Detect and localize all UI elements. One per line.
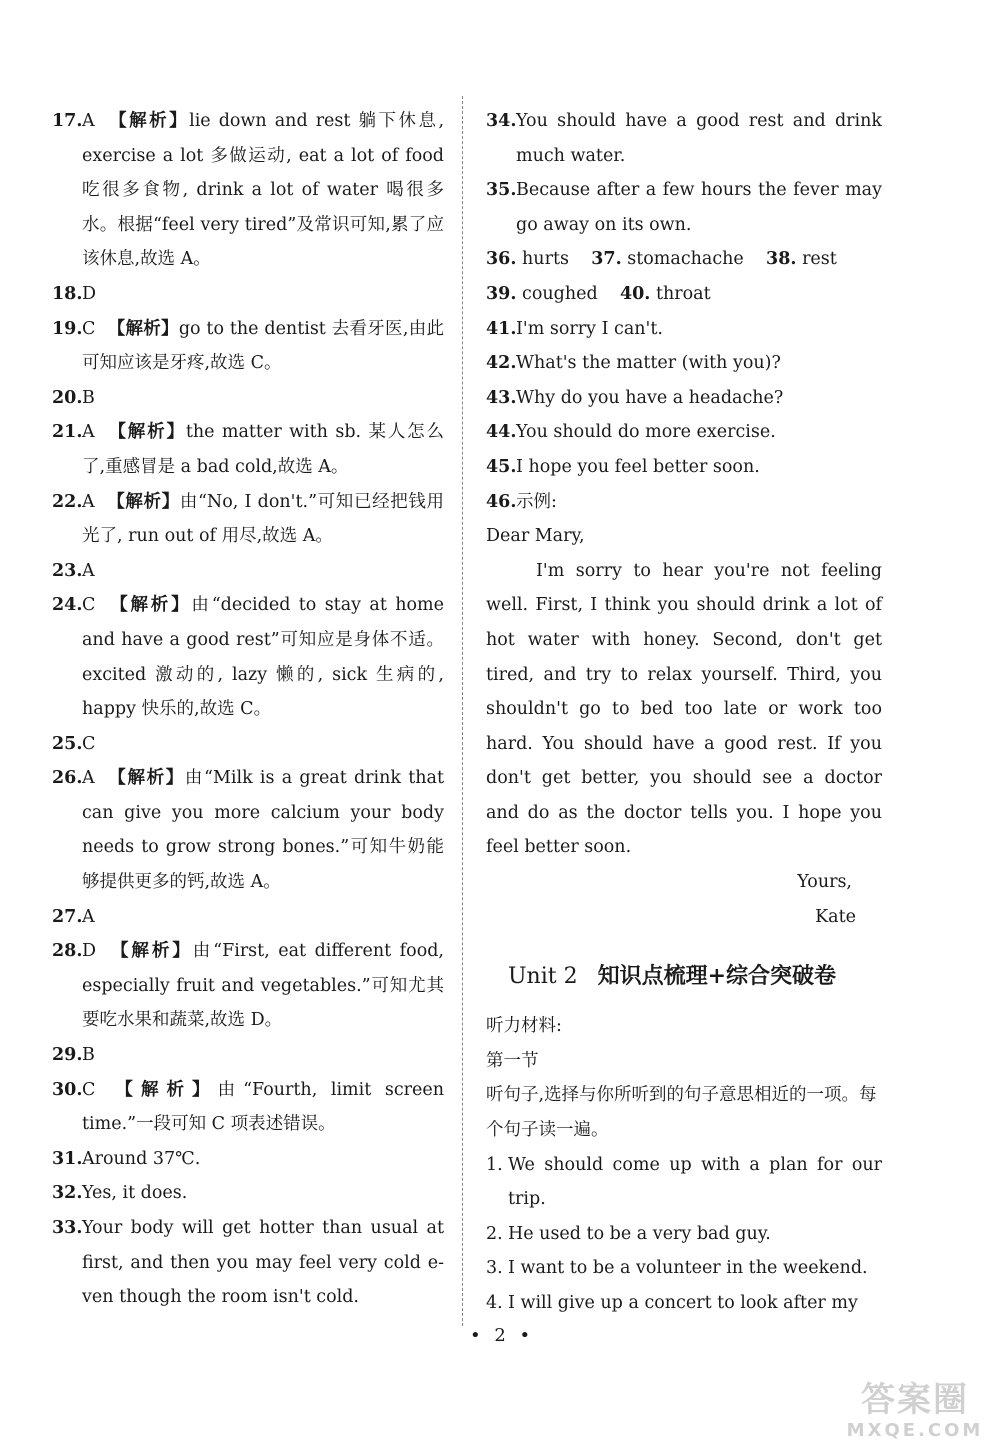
site-watermark [840, 1380, 990, 1450]
unit-heading [508, 956, 882, 997]
answer-item-27: 27. A [52, 906, 95, 927]
page-number: • 2 • [470, 1325, 535, 1346]
answer-row-39-40: 39. coughed 40. throat [486, 283, 711, 304]
answer-item-21: 21. A 【解析】the matter with sb. 某人怎么了,重感冒是 a bad cold,故选 A。 [52, 422, 444, 477]
column-divider [462, 96, 463, 1326]
unit-title: 知识点梳理+综合突破卷 [597, 963, 837, 990]
watermark-logo-text: 答案圈 [861, 1380, 969, 1420]
letter-closing: Yours, [797, 872, 852, 893]
listening-instruction: 听句子,选择与你所听到的句子意思相近的一项。每个句子读一遍。 [486, 1085, 877, 1141]
letter-greeting: Dear Mary, [486, 526, 585, 547]
answer-item-28: 28. D 【解析】由“First, eat different food, especially fruit and vegetables.”可知尤其要吃水果和蔬菜,故选 D。 [52, 941, 444, 1031]
answer-item-25: 25. C [52, 733, 96, 754]
watermark-domain: MXQE.COM [846, 1420, 984, 1441]
answer-row-36-38: 36. hurts 37. stomachache 38. rest [486, 249, 837, 270]
answer-item-41: 41. I'm sorry I can't. [486, 318, 663, 339]
answer-item-32: 32. Yes, it does. [52, 1183, 188, 1204]
answer-item-31: 31. Around 37℃. [52, 1148, 201, 1169]
letter-signature: Kate [815, 906, 856, 927]
left-column [52, 104, 444, 1315]
listening-section-label: 第一节 [486, 1050, 539, 1071]
listening-sentence-1: 1. We should come up with a plan for our trip. [486, 1154, 882, 1210]
answer-item-18: 18. D [52, 283, 97, 304]
answer-item-26: 26. A 【解析】由“Milk is a great drink that can give you more calcium your body needs to grow strong bones.”可知牛奶能够提供更多的钙,故选 A。 [52, 768, 445, 893]
answer-item-34: 34. You should have a good rest and drink much water. [486, 111, 882, 166]
listening-sentence-4: 4. I will give up a concert to look after my [486, 1293, 858, 1313]
answer-item-23: 23. A [52, 560, 95, 581]
listening-material-label: 听力材料: [486, 1016, 562, 1037]
listening-sentence-2: 2. He used to be a very bad guy. [486, 1223, 771, 1244]
answer-item-44: 44. You should do more exercise. [486, 422, 776, 443]
unit-label: Unit 2 [508, 964, 578, 990]
answer-item-24: 24. C 【解析】由“decided to stay at home and have a good rest”可知应是身体不适。excited 激动的, lazy 懒的, sick 生病的, happy 快乐的,故选 C。 [52, 595, 444, 720]
answer-item-20: 20. B [52, 387, 95, 408]
answer-item-35: 35. Because after a few hours the fever may go away on its own. [486, 180, 882, 235]
answer-item-19: 19. C 【解析】go to the dentist 去看牙医,由此可知应该是牙疼,故选 C。 [52, 318, 444, 374]
answer-item-22: 22. A 【解析】由“No, I don't.”可知已经把钱用光了, run out of 用尽,故选 A。 [52, 491, 444, 547]
right-column [486, 104, 882, 1321]
listening-sentence-3: 3. I want to be a volunteer in the weekend. [486, 1258, 868, 1279]
answer-item-43: 43. Why do you have a headache? [486, 387, 784, 408]
answer-item-17: 17. A 【解析】lie down and rest 躺下休息, exercise a lot 多做运动, eat a lot of food 吃很多食物, drink a lot of water 喝很多水。根据“feel very tired”及常识可知,累了应该休息,故选 A。 [52, 111, 445, 270]
answer-item-42: 42. What's the matter (with you)? [486, 353, 781, 374]
letter-body: I'm sorry to hear you're not feeling well. First, I think you should drink a lot of hot water with honey. Second, don't get tired, and try to relax yourself. Third, you shouldn't go to bed too late or work too hard. You should have a good rest. If you don't get better, you should see a doctor and do as the doctor tells you. I hope you feel better soon. [486, 560, 882, 858]
answer-item-45: 45. I hope you feel better soon. [486, 456, 760, 477]
answer-item-46: 46. 示例: [486, 491, 557, 512]
answer-item-29: 29. B [52, 1045, 95, 1066]
answer-item-33: 33. Your body will get hotter than usual at first, and then you may feel very cold e-ven though the room isn't cold. [52, 1218, 444, 1308]
answer-item-30: 30. C 【解析】由“Fourth, limit screen time.”一段可知 C 项表述错误。 [52, 1079, 445, 1135]
